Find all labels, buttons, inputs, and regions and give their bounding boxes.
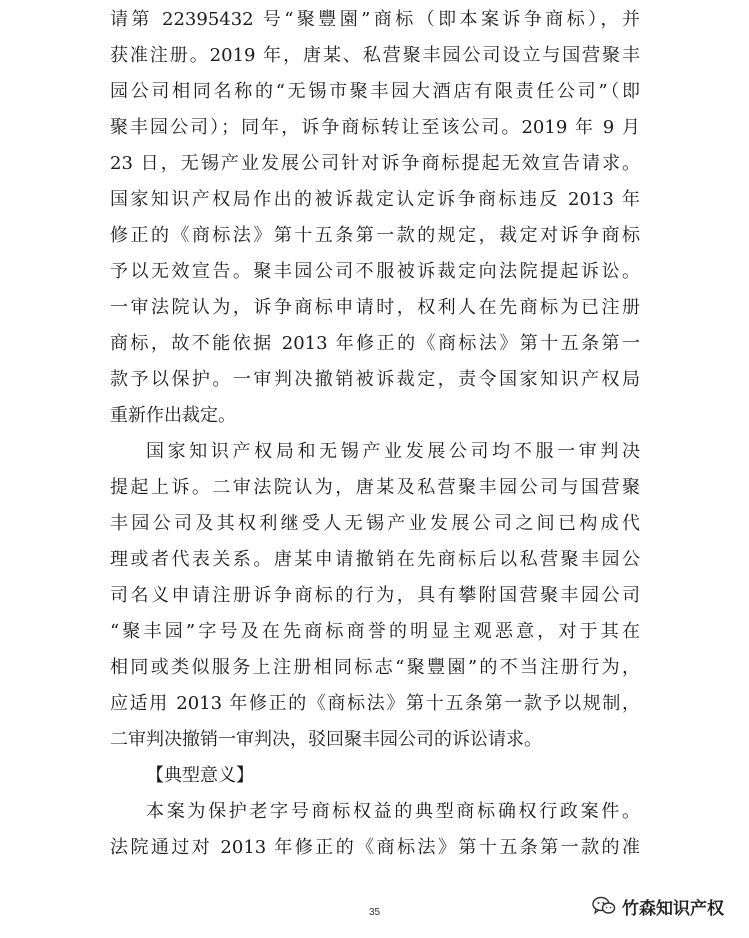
text-line: 国家知识产权局作出的被诉裁定认定诉争商标违反 2013 年 <box>110 189 640 210</box>
text-line: 款予以保护。一审判决撤销被诉裁定，责令国家知识产权局 <box>110 369 640 390</box>
text-line: 法院通过对 2013 年修正的《商标法》第十五条第一款的准 <box>110 837 640 858</box>
text-line: 二审判决撤销一审判决，驳回聚丰园公司的诉讼请求。 <box>110 729 542 750</box>
page-number: 35 <box>368 907 381 918</box>
text-line: 丰园公司及其权利继受人无锡产业发展公司之间已构成代 <box>110 513 640 534</box>
text-line: 聚丰园公司）；同年，诉争商标转让至该公司。2019 年 9 月 <box>110 117 640 138</box>
text-line: 商标，故不能依据 2013 年修正的《商标法》第十五条第一 <box>110 333 640 354</box>
text-line: 请第 22395432 号“聚豐園”商标（即本案诉争商标），并 <box>110 9 640 30</box>
text-line: 23 日，无锡产业发展公司针对诉争商标提起无效宣告请求。 <box>110 153 640 174</box>
wechat-icon <box>592 896 616 916</box>
section-heading: 【典型意义】 <box>146 765 254 786</box>
text-line: 理或者代表关系。唐某申请撤销在先商标后以私营聚丰园公 <box>110 549 640 570</box>
watermark <box>592 892 724 920</box>
text-line: 获准注册。2019 年，唐某、私营聚丰园公司设立与国营聚丰 <box>110 45 640 66</box>
text-line: 重新作出裁定。 <box>110 405 236 426</box>
text-line: 提起上诉。二审法院认为，唐某及私营聚丰园公司与国营聚 <box>110 477 640 498</box>
text-line: 修正的《商标法》第十五条第一款的规定，裁定对诉争商标 <box>110 225 640 246</box>
text-line: 一审法院认为，诉争商标申请时，权利人在先商标为已注册 <box>110 297 640 318</box>
text-line: 司名义申请注册诉争商标的行为，具有攀附国营聚丰园公司 <box>110 585 640 606</box>
text-line: 园公司相同名称的“无锡市聚丰园大酒店有限责任公司”（即 <box>110 81 640 102</box>
text-line: 予以无效宣告。聚丰园公司不服被诉裁定向法院提起诉讼。 <box>110 261 640 282</box>
text-line: 国家知识产权局和无锡产业发展公司均不服一审判决 <box>146 441 640 462</box>
watermark-text: 竹森知识产权 <box>622 898 724 919</box>
text-line: 相同或类似服务上注册相同标志“聚豐園”的不当注册行为， <box>110 657 640 678</box>
text-line: “聚丰园”字号及在先商标商誉的明显主观恶意，对于其在 <box>110 621 640 642</box>
text-line: 本案为保护老字号商标权益的典型商标确权行政案件。 <box>146 801 640 822</box>
text-line: 应适用 2013 年修正的《商标法》第十五条第一款予以规制， <box>110 693 640 714</box>
